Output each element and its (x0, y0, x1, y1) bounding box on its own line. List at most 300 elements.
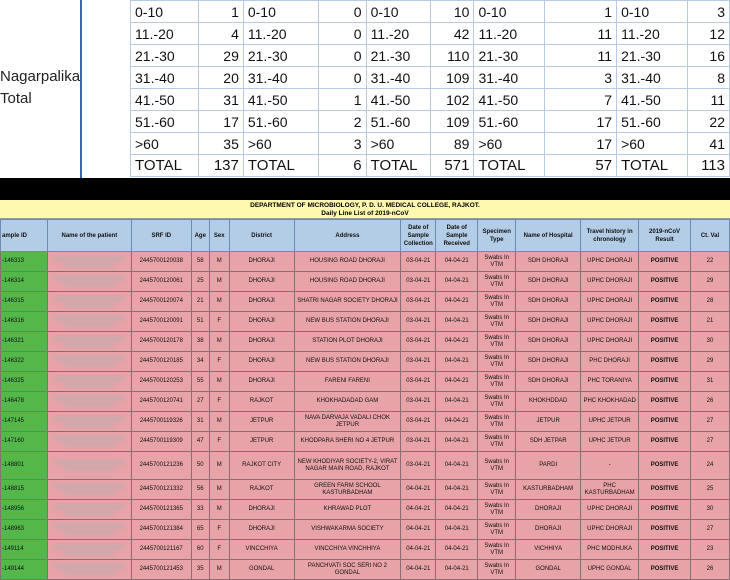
data-cell: DHORAJI (229, 312, 294, 332)
result-cell: POSITIVE (639, 520, 691, 540)
age-summary-table (130, 0, 730, 177)
data-cell: 2445700120074 (131, 292, 191, 312)
age-group-cell: 51.-60 (617, 111, 688, 133)
data-cell: 50 (191, 452, 209, 480)
result-cell: POSITIVE (639, 500, 691, 520)
column-header: Date of Sample Received (436, 220, 478, 252)
data-cell: M (209, 252, 229, 272)
count-cell: 4 (198, 23, 243, 45)
data-cell: Swabs In VTM (478, 540, 516, 560)
table-row (1, 352, 730, 372)
data-cell: - (581, 452, 639, 480)
table-row (1, 292, 730, 312)
data-cell: 35 (191, 560, 209, 580)
data-cell: 2445700120178 (131, 332, 191, 352)
age-group-cell: 31.-40 (474, 67, 545, 89)
data-cell: PARDI (516, 452, 581, 480)
age-group-cell: >60 (474, 133, 545, 155)
sample-id-cell: -146315 (1, 292, 48, 312)
count-cell: 22 (688, 111, 730, 133)
data-cell: 26 (691, 392, 730, 412)
data-cell: SDH DHORAJI (516, 332, 581, 352)
data-cell: 31 (191, 412, 209, 432)
data-cell: Swabs In VTM (478, 520, 516, 540)
age-group-cell: >60 (243, 133, 318, 155)
data-cell: 04-04-21 (436, 480, 478, 500)
data-cell: Swabs In VTM (478, 272, 516, 292)
data-cell: 04-04-21 (436, 312, 478, 332)
data-cell: 55 (191, 372, 209, 392)
table-row (1, 252, 730, 272)
age-group-cell: 31.-40 (243, 67, 318, 89)
sample-id-cell: -147160 (1, 432, 48, 452)
column-header: Name of the patient (47, 220, 131, 252)
result-cell: POSITIVE (639, 392, 691, 412)
data-cell: UPHC GONDAL (581, 560, 639, 580)
data-cell: DHORAJI (229, 352, 294, 372)
data-cell: 04-04-21 (436, 452, 478, 480)
data-cell: 04-04-21 (401, 520, 436, 540)
data-cell: FARENI FARENI (294, 372, 401, 392)
redacted-name-cell (47, 272, 131, 292)
table-row (1, 540, 730, 560)
count-cell: 8 (688, 67, 730, 89)
column-header: Age (191, 220, 209, 252)
data-cell: 29 (691, 352, 730, 372)
data-cell: JETPUR (229, 432, 294, 452)
data-cell: PHC TORANIYA (581, 372, 639, 392)
count-cell: 57 (545, 155, 617, 177)
data-cell: F (209, 352, 229, 372)
age-group-cell: >60 (131, 133, 199, 155)
result-cell: POSITIVE (639, 480, 691, 500)
count-cell: 3 (545, 67, 617, 89)
column-header: Name of Hospital (516, 220, 581, 252)
data-cell: 03-04-21 (401, 392, 436, 412)
result-cell: POSITIVE (639, 432, 691, 452)
table-row (1, 392, 730, 412)
redacted-name-cell (47, 392, 131, 412)
count-cell: 571 (430, 155, 474, 177)
data-cell: DHORAJI (229, 292, 294, 312)
data-cell: Swabs In VTM (478, 252, 516, 272)
data-cell: DHORAJI (516, 500, 581, 520)
count-cell: 137 (198, 155, 243, 177)
count-cell: 6 (318, 155, 366, 177)
data-cell: 21 (191, 292, 209, 312)
data-cell: M (209, 272, 229, 292)
table-row (1, 432, 730, 452)
sample-id-cell: -146314 (1, 272, 48, 292)
data-cell: 21 (691, 312, 730, 332)
data-cell: 03-04-21 (401, 412, 436, 432)
count-cell: 0 (318, 23, 366, 45)
data-cell: SDH DHORAJI (516, 272, 581, 292)
data-cell: 04-04-21 (436, 292, 478, 312)
data-cell: 04-04-21 (436, 352, 478, 372)
data-cell: F (209, 312, 229, 332)
data-cell: PHC KHOKHADAD (581, 392, 639, 412)
data-cell: F (209, 540, 229, 560)
count-cell: 17 (198, 111, 243, 133)
data-cell: SDH DHORAJI (516, 292, 581, 312)
data-cell: Swabs In VTM (478, 332, 516, 352)
redacted-name-cell (47, 292, 131, 312)
data-cell: 03-04-21 (401, 432, 436, 452)
data-cell: UPHC JETPUR (581, 432, 639, 452)
table-row (1, 452, 730, 480)
summary-row (131, 45, 730, 67)
summary-row (131, 1, 730, 23)
age-group-cell: 31.-40 (366, 67, 430, 89)
data-cell: 2445700120253 (131, 372, 191, 392)
count-cell: 17 (545, 133, 617, 155)
data-cell: 56 (191, 480, 209, 500)
count-cell: 0 (318, 1, 366, 23)
result-cell: POSITIVE (639, 292, 691, 312)
count-cell: 35 (198, 133, 243, 155)
data-cell: F (209, 392, 229, 412)
redacted-name-cell (47, 540, 131, 560)
data-cell: M (209, 452, 229, 480)
data-cell: DHORAJI (229, 500, 294, 520)
column-header: Specimen Type (478, 220, 516, 252)
data-cell: 2445700120038 (131, 252, 191, 272)
data-cell: 23 (691, 540, 730, 560)
count-cell: 1 (545, 1, 617, 23)
data-cell: M (209, 292, 229, 312)
data-cell: Swabs In VTM (478, 372, 516, 392)
data-cell: 38 (191, 332, 209, 352)
data-cell: 2445700119309 (131, 432, 191, 452)
data-cell: 04-04-21 (401, 540, 436, 560)
data-cell: KHOKHDDAD (516, 392, 581, 412)
data-cell: 04-04-21 (436, 412, 478, 432)
daily-line-list-sheet (0, 200, 730, 576)
data-cell: M (209, 560, 229, 580)
sample-id-cell: -146321 (1, 332, 48, 352)
count-cell: 3 (688, 1, 730, 23)
count-cell: 89 (430, 133, 474, 155)
table-row (1, 412, 730, 432)
sample-id-cell: -146313 (1, 252, 48, 272)
data-cell: UPHC DHORAJI (581, 292, 639, 312)
data-cell: VINCCHIYA VINCHHIYA (294, 540, 401, 560)
nagarpalika-total-label (0, 66, 80, 110)
count-cell: 109 (430, 67, 474, 89)
result-cell: POSITIVE (639, 252, 691, 272)
data-cell: 2445700120741 (131, 392, 191, 412)
data-cell: M (209, 500, 229, 520)
data-cell: Swabs In VTM (478, 312, 516, 332)
redacted-name-cell (47, 560, 131, 580)
data-cell: 03-04-21 (401, 312, 436, 332)
age-group-cell: 21.-30 (474, 45, 545, 67)
data-cell: 25 (691, 480, 730, 500)
count-cell: 109 (430, 111, 474, 133)
data-cell: 03-04-21 (401, 452, 436, 480)
data-cell: PANCHVATI SOC SERI NO 2 GONDAL (294, 560, 401, 580)
age-group-cell: 51.-60 (243, 111, 318, 133)
data-cell: 2445700120061 (131, 272, 191, 292)
data-cell: 04-04-21 (401, 480, 436, 500)
data-cell: 33 (191, 500, 209, 520)
data-cell: 30 (691, 500, 730, 520)
label-line-2: Total (0, 90, 32, 107)
sheet-subtitle: Daily Line List of 2019-nCoV (321, 210, 409, 217)
age-group-cell: 21.-30 (617, 45, 688, 67)
age-group-cell: >60 (366, 133, 430, 155)
count-cell: 17 (545, 111, 617, 133)
data-cell: PHC MODHUKA (581, 540, 639, 560)
age-group-cell: >60 (617, 133, 688, 155)
data-cell: VICHHIYA (516, 540, 581, 560)
redacted-name-cell (47, 500, 131, 520)
data-cell: RAJKOT (229, 392, 294, 412)
data-cell: 04-04-21 (436, 332, 478, 352)
sample-id-cell: -146322 (1, 352, 48, 372)
count-cell: 102 (430, 89, 474, 111)
data-cell: GONDAL (229, 560, 294, 580)
count-cell: 42 (430, 23, 474, 45)
data-cell: 51 (191, 312, 209, 332)
sample-id-cell: -149114 (1, 540, 48, 560)
result-cell: POSITIVE (639, 560, 691, 580)
sample-id-cell: -148815 (1, 480, 48, 500)
summary-row (131, 133, 730, 155)
data-cell: F (209, 520, 229, 540)
data-cell: KHODPARA SHERI NO 4 JETPUR (294, 432, 401, 452)
data-cell: 24 (691, 452, 730, 480)
age-group-cell: 11.-20 (617, 23, 688, 45)
data-cell: Swabs In VTM (478, 432, 516, 452)
sheet-title: DEPARTMENT OF MICROBIOLOGY, P. D. U. MEDICAL COLLEGE, RAJKOT. (250, 202, 480, 209)
column-header: Address (294, 220, 401, 252)
data-cell: NEW BUS STATION DHORAJI (294, 352, 401, 372)
data-cell: 65 (191, 520, 209, 540)
count-cell: 11 (545, 45, 617, 67)
age-group-cell: 11.-20 (366, 23, 430, 45)
data-cell: 2445700119326 (131, 412, 191, 432)
age-group-cell: 11.-20 (243, 23, 318, 45)
column-header: ample ID (1, 220, 48, 252)
data-cell: 2445700121365 (131, 500, 191, 520)
data-cell: 2445700121236 (131, 452, 191, 480)
redacted-name-cell (47, 252, 131, 272)
age-group-cell: 11.-20 (131, 23, 199, 45)
data-cell: 27 (691, 412, 730, 432)
table-row (1, 272, 730, 292)
data-cell: 34 (191, 352, 209, 372)
data-cell: 04-04-21 (401, 560, 436, 580)
data-cell: Swabs In VTM (478, 560, 516, 580)
separator-band (0, 178, 730, 200)
table-row (1, 372, 730, 392)
count-cell: 1 (318, 89, 366, 111)
age-group-cell: 31.-40 (131, 67, 199, 89)
data-cell: M (209, 372, 229, 392)
age-group-cell: 31.-40 (617, 67, 688, 89)
data-cell: KASTURBADHAM (516, 480, 581, 500)
redacted-name-cell (47, 352, 131, 372)
column-header: 2019-nCoV Result (639, 220, 691, 252)
redacted-name-cell (47, 312, 131, 332)
result-cell: POSITIVE (639, 452, 691, 480)
data-cell: 27 (191, 392, 209, 412)
data-cell: 04-04-21 (436, 252, 478, 272)
data-cell: 29 (691, 272, 730, 292)
data-cell: Swabs In VTM (478, 292, 516, 312)
data-cell: SDH DHORAJI (516, 372, 581, 392)
sample-id-cell: -149144 (1, 560, 48, 580)
column-header: Date of Sample Collection (401, 220, 436, 252)
data-cell: GONDAL (516, 560, 581, 580)
result-cell: POSITIVE (639, 332, 691, 352)
data-cell: NEW KHODIYAR SOCIETY-2, VIRAT NAGAR MAIN ROAD, RAJKOT (294, 452, 401, 480)
data-cell: SDH DHORAJI (516, 352, 581, 372)
age-group-cell: 0-10 (366, 1, 430, 23)
summary-row (131, 67, 730, 89)
count-cell: 3 (318, 133, 366, 155)
summary-row (131, 155, 730, 177)
redacted-name-cell (47, 432, 131, 452)
data-cell: UPHC DHORAJI (581, 252, 639, 272)
summary-row (131, 89, 730, 111)
data-cell: 47 (191, 432, 209, 452)
data-cell: 28 (691, 292, 730, 312)
data-cell: 04-04-21 (436, 432, 478, 452)
data-cell: 03-04-21 (401, 332, 436, 352)
data-cell: F (209, 432, 229, 452)
data-cell: HOUSING ROAD DHORAJI (294, 252, 401, 272)
data-cell: 22 (691, 252, 730, 272)
data-cell: UPHC JETPUR (581, 412, 639, 432)
table-row (1, 560, 730, 580)
age-group-cell: TOTAL (366, 155, 430, 177)
count-cell: 110 (430, 45, 474, 67)
sample-id-cell: -148801 (1, 452, 48, 480)
data-cell: 2445700121384 (131, 520, 191, 540)
age-group-cell: 21.-30 (131, 45, 199, 67)
result-cell: POSITIVE (639, 412, 691, 432)
data-cell: UPHC DHORAJI (581, 500, 639, 520)
result-cell: POSITIVE (639, 312, 691, 332)
count-cell: 11 (545, 23, 617, 45)
redacted-name-cell (47, 412, 131, 432)
data-cell: GREEN FARM SCHOOL KASTURBADHAM (294, 480, 401, 500)
data-cell: 26 (691, 560, 730, 580)
count-cell: 113 (688, 155, 730, 177)
table-row (1, 312, 730, 332)
label-line-1: Nagarpalika (0, 68, 81, 85)
data-cell: JETPUR (229, 412, 294, 432)
data-cell: 2445700121167 (131, 540, 191, 560)
data-cell: HOUSING ROAD DHORAJI (294, 272, 401, 292)
count-cell: 0 (318, 45, 366, 67)
count-cell: 11 (688, 89, 730, 111)
sample-id-cell: -146316 (1, 312, 48, 332)
data-cell: 2445700121332 (131, 480, 191, 500)
redacted-name-cell (47, 372, 131, 392)
data-cell: NEW BUS STATION DHORAJI (294, 312, 401, 332)
age-group-cell: 41.-50 (617, 89, 688, 111)
data-cell: DHORAJI (229, 332, 294, 352)
data-cell: M (209, 480, 229, 500)
line-list-table (0, 219, 730, 580)
summary-row (131, 23, 730, 45)
column-divider (80, 0, 82, 178)
data-cell: 2445700120185 (131, 352, 191, 372)
data-cell: SDH DHORAJI (516, 252, 581, 272)
sample-id-cell: -148963 (1, 520, 48, 540)
redacted-name-cell (47, 452, 131, 480)
column-header: Travel history in chronology (581, 220, 639, 252)
age-group-cell: 21.-30 (366, 45, 430, 67)
data-cell: PHC DHORAJI (581, 352, 639, 372)
data-cell: 58 (191, 252, 209, 272)
data-cell: UPHC DHORAJI (581, 520, 639, 540)
data-cell: 04-04-21 (436, 392, 478, 412)
data-cell: KHOKHADADAD GAM (294, 392, 401, 412)
data-cell: SDH DHORAJI (516, 312, 581, 332)
count-cell: 20 (198, 67, 243, 89)
data-cell: RAJKOT (229, 480, 294, 500)
age-group-cell: 11.-20 (474, 23, 545, 45)
data-cell: JETPUR (516, 412, 581, 432)
count-cell: 1 (198, 1, 243, 23)
data-cell: M (209, 412, 229, 432)
data-cell: Swabs In VTM (478, 392, 516, 412)
count-cell: 2 (318, 111, 366, 133)
data-cell: Swabs In VTM (478, 480, 516, 500)
count-cell: 7 (545, 89, 617, 111)
data-cell: NAVA DARVAJA VADALI CHOK JETPUR (294, 412, 401, 432)
count-cell: 10 (430, 1, 474, 23)
data-cell: VISHWAKARMA SOCIETY (294, 520, 401, 540)
column-header: District (229, 220, 294, 252)
sample-id-cell: -146325 (1, 372, 48, 392)
data-cell: 04-04-21 (436, 500, 478, 520)
count-cell: 16 (688, 45, 730, 67)
column-header: Sex (209, 220, 229, 252)
data-cell: DHORAJI (229, 520, 294, 540)
age-group-cell: 51.-60 (366, 111, 430, 133)
age-group-cell: 0-10 (243, 1, 318, 23)
redacted-name-cell (47, 332, 131, 352)
age-group-cell: 41.-50 (131, 89, 199, 111)
data-cell: Swabs In VTM (478, 412, 516, 432)
table-row (1, 500, 730, 520)
table-row (1, 332, 730, 352)
data-cell: 30 (691, 332, 730, 352)
data-cell: 25 (191, 272, 209, 292)
data-cell: Swabs In VTM (478, 352, 516, 372)
data-cell: SHATRI NAGAR SOCIETY DHORAJI (294, 292, 401, 312)
age-summary-panel (0, 0, 730, 178)
data-cell: UPHC DHORAJI (581, 272, 639, 292)
data-cell: 27 (691, 432, 730, 452)
age-group-cell: 0-10 (617, 1, 688, 23)
data-cell: STATION PLOT DHORAJI (294, 332, 401, 352)
data-cell: 03-04-21 (401, 272, 436, 292)
column-header: SRF ID (131, 220, 191, 252)
data-cell: RAJKOT CITY (229, 452, 294, 480)
count-cell: 0 (318, 67, 366, 89)
data-cell: 04-04-21 (436, 372, 478, 392)
data-cell: 03-04-21 (401, 252, 436, 272)
data-cell: UPHC DHORAJI (581, 332, 639, 352)
redacted-name-cell (47, 480, 131, 500)
